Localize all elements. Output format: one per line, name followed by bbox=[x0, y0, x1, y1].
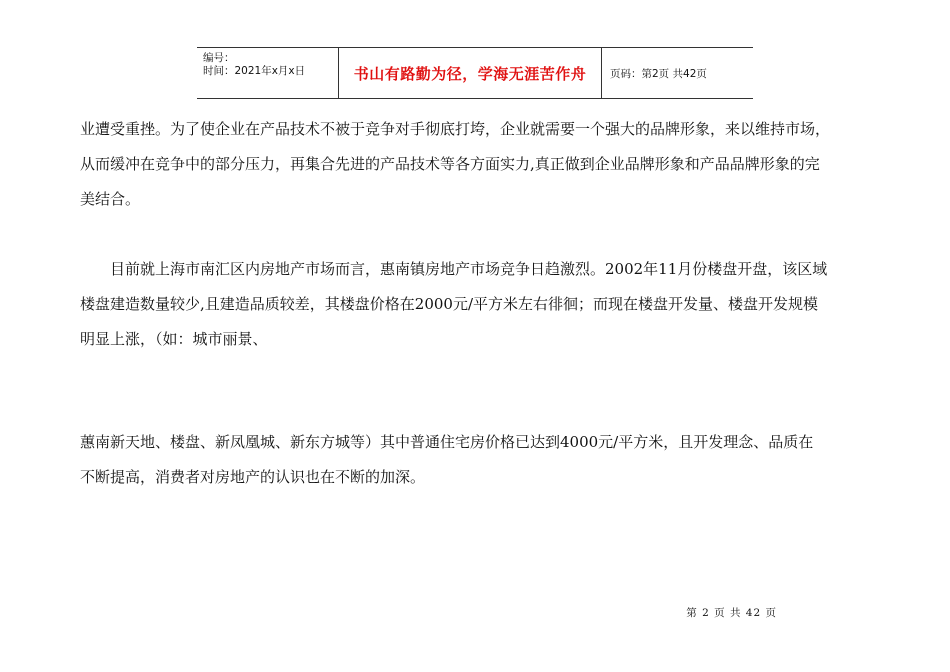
page-footer-number: 第 2 页 共 42 页 bbox=[686, 607, 777, 619]
document-time-label: 时间：2021年x月x日 bbox=[203, 65, 306, 77]
paragraph-line: 楼盘建造数量较少,且建造品质较差，其楼盘价格在2000元/平方米左右徘徊；而现在楼盘开发量、楼盘开发规模 bbox=[80, 295, 819, 313]
header-meta bbox=[197, 48, 339, 98]
header-motto: 书山有路勤为径，学海无涯苦作舟 bbox=[339, 48, 602, 98]
paragraph-3 bbox=[80, 425, 870, 495]
paragraph-line: 美结合。 bbox=[80, 190, 141, 208]
document-header bbox=[197, 47, 753, 99]
paragraph-line: 从而缓冲在竞争中的部分压力，再集合先进的产品技术等各方面实力,真正做到企业品牌形象和产品品牌形象的完 bbox=[80, 155, 820, 173]
paragraph-line: 明显上涨，（如：城市丽景、 bbox=[80, 330, 268, 348]
paragraph-line: 蕙南新天地、楼盘、新凤凰城、新东方城等）其中普通住宅房价格已达到4000元/平方米，且开发理念、品质在 bbox=[80, 433, 814, 451]
paragraph-line: 业遭受重挫。为了使企业在产品技术不被于竞争对手彻底打垮，企业就需要一个强大的品牌形象，来以维持市场， bbox=[80, 120, 831, 138]
document-number-label: 编号： bbox=[203, 52, 235, 64]
paragraph-2 bbox=[80, 252, 870, 357]
paragraph-1 bbox=[80, 112, 870, 217]
header-page-info: 页码：第2页 共42页 bbox=[610, 67, 707, 80]
paragraph-line: 目前就上海市南汇区内房地产市场而言，惠南镇房地产市场竞争日趋激烈。2002年11月份楼盘开盘，该区域 bbox=[110, 260, 828, 278]
paragraph-line: 不断提高，消费者对房地产的认识也在不断的加深。 bbox=[80, 468, 426, 486]
